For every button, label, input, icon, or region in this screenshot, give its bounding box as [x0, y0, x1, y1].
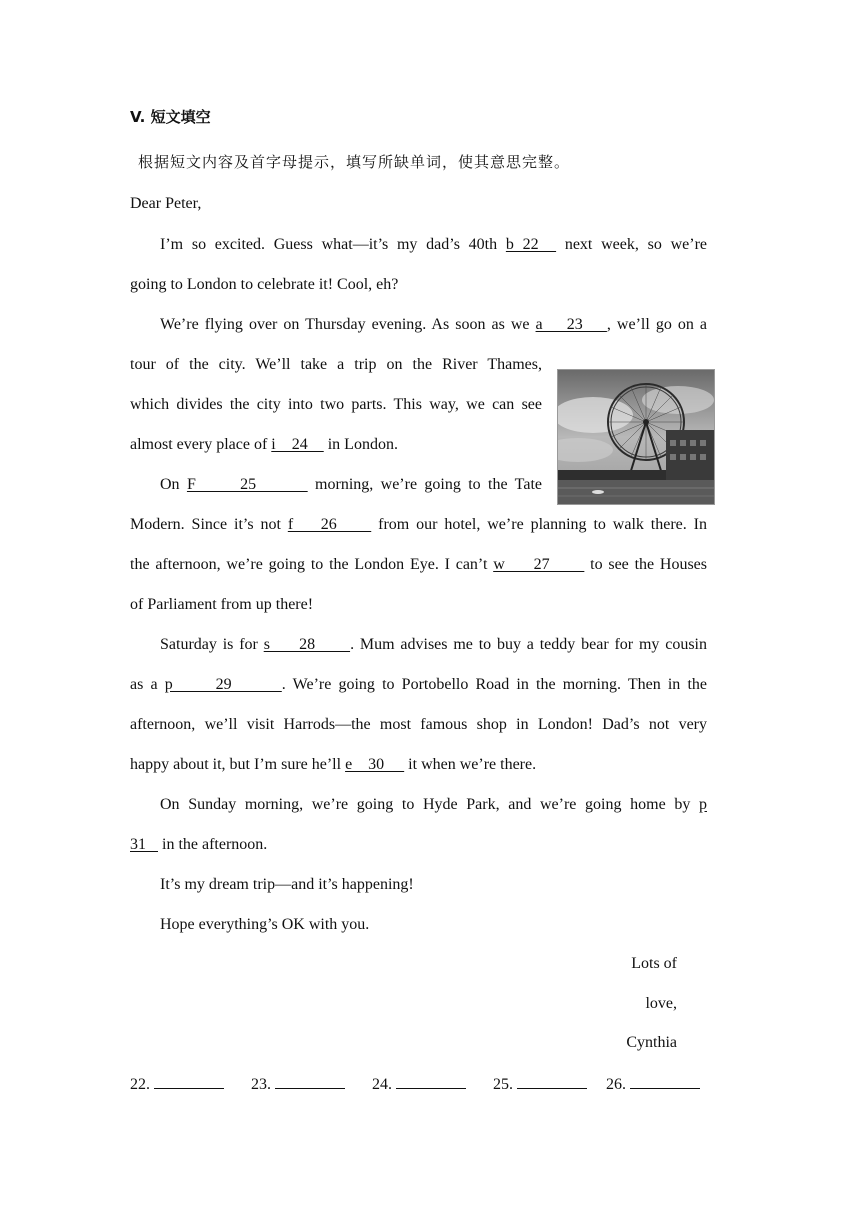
paragraph-1-line-2: going to London to celebrate it! Cool, eh?: [130, 276, 399, 293]
paragraph-6: It’s my dream trip—and it’s happening!: [160, 876, 414, 893]
paragraph-3-line-1: On F 25 morning, we’re going to the Tate: [160, 476, 542, 493]
answer-number: 26.: [606, 1076, 626, 1093]
section-title: V. 短文填空: [130, 108, 211, 126]
answer-blank[interactable]: [154, 1073, 224, 1089]
answer-blank[interactable]: [517, 1073, 587, 1089]
blank-30[interactable]: e 30: [345, 756, 405, 773]
paragraph-3-line-3: the afternoon, we’re going to the London Eye. I can’t w 27 to see the Houses: [130, 556, 707, 573]
paragraph-2-line-2: tour of the city. We’ll take a trip on the River Thames,: [130, 356, 542, 373]
answer-number: 23.: [251, 1076, 271, 1093]
paragraph-5-line-1: On Sunday morning, we’re going to Hyde Park, and we’re going home by p: [160, 796, 707, 813]
answer-23: [251, 1073, 345, 1094]
paragraph-3-line-2: Modern. Since it’s not f 26 from our hotel, we’re planning to walk there. In: [130, 516, 707, 533]
greeting: Dear Peter,: [130, 195, 202, 212]
closing-line-2: love,: [645, 995, 677, 1012]
blank-23[interactable]: a 23: [535, 316, 607, 333]
paragraph-3-line-4: of Parliament from up there!: [130, 596, 314, 613]
answer-24: [372, 1073, 466, 1094]
blank-24[interactable]: i 24: [271, 436, 324, 453]
answer-blank[interactable]: [275, 1073, 345, 1089]
answer-25: [493, 1073, 587, 1094]
blank-31-letter[interactable]: p: [699, 796, 707, 813]
answer-number: 25.: [493, 1076, 513, 1093]
blank-31[interactable]: 31: [130, 836, 158, 853]
answer-number: 22.: [130, 1076, 150, 1093]
blank-26[interactable]: f 26: [287, 516, 372, 533]
paragraph-2-line-1: We’re flying over on Thursday evening. As soon as we a 23 , we’ll go on a: [160, 316, 708, 333]
paragraph-4-line-2: as a p 29 . We’re going to Portobello Road in the morning. Then in the: [130, 676, 708, 693]
blank-27[interactable]: w 27: [493, 556, 585, 573]
signature: Cynthia: [626, 1034, 677, 1051]
paragraph-5-line-2: 31 in the afternoon.: [130, 836, 268, 853]
paragraph-2-line-3: which divides the city into two parts. This way, we can see: [130, 396, 542, 413]
paragraph-4-line-1: Saturday is for s 28 . Mum advises me to buy a teddy bear for my cousin: [160, 636, 708, 653]
instruction: 根据短文内容及首字母提示，填写所缺单词，使其意思完整。: [138, 153, 571, 171]
paragraph-7: Hope everything’s OK with you.: [160, 916, 370, 933]
paragraph-4-line-3: afternoon, we’ll visit Harrods—the most famous shop in London! Dad’s not very: [130, 716, 707, 733]
answer-blank[interactable]: [630, 1073, 700, 1089]
answer-22: [130, 1073, 224, 1094]
london-eye-photo: [557, 369, 715, 505]
paragraph-4-line-4: happy about it, but I’m sure he’ll e 30 it when we’re there.: [130, 756, 537, 773]
answer-blank[interactable]: [396, 1073, 466, 1089]
answer-26: [606, 1073, 700, 1094]
blank-29[interactable]: p 29: [164, 676, 282, 693]
closing-line-1: Lots of: [631, 955, 677, 972]
blank-28[interactable]: s 28: [263, 636, 351, 653]
paragraph-1-line-1: I’m so excited. Guess what—it’s my dad’s 40th b 22 next week, so we’re: [160, 236, 707, 253]
paragraph-2-line-4: almost every place of i 24 in London.: [130, 436, 398, 453]
blank-25[interactable]: F 25: [186, 476, 308, 493]
blank-22[interactable]: b 22: [505, 236, 557, 253]
answer-number: 24.: [372, 1076, 392, 1093]
